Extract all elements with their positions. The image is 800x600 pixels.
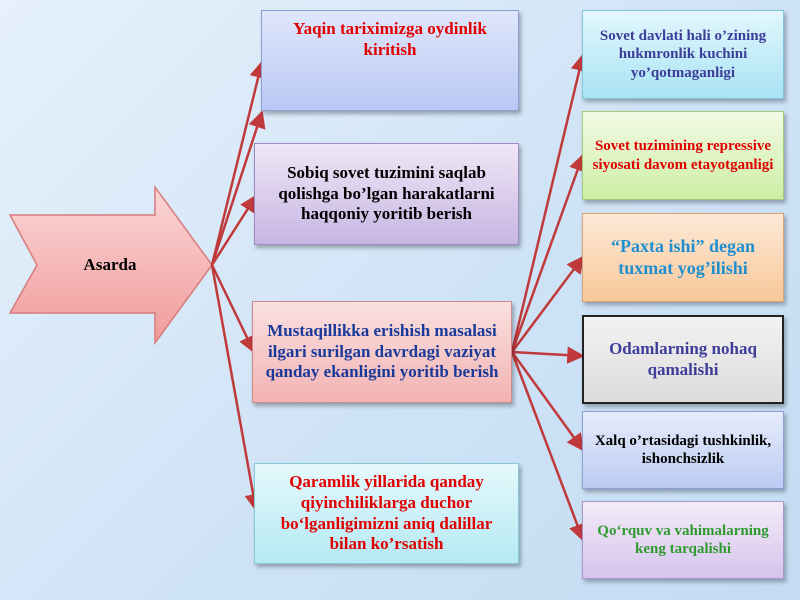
middle-box-1-text: Yaqin tariximizga oydinlik kiritish: [293, 19, 487, 59]
right-box-6: [582, 501, 784, 579]
middle-box-4: [254, 463, 519, 564]
middle-box-2-text: Sobiq sovet tuzimini saqlab qolishga bo’lgan harakatlarni haqqoniy yoritib berish: [278, 162, 495, 224]
right-box-2-text: Sovet tuzimining repressive siyosati davom etayotganligi: [592, 138, 774, 173]
middle-box-1: [261, 10, 519, 111]
connector-mid3-to-right-6: [512, 352, 583, 540]
middle-box-3-text: Mustaqillikka erishish masalasi ilgari surilgan davrdagi vaziyat qanday ekanligini yoritib berish: [265, 320, 499, 382]
middle-box-4-text: Qaramlik yillarida qanday qiyinchiliklarga duchor bo‘lganligimizni aniq dalillar bilan ko’rsatish: [280, 472, 493, 554]
connector-mid3-to-right-2: [512, 155, 583, 352]
connector-mid3-to-right-1: [512, 55, 583, 352]
right-box-3-text: “Paxta ishi” degan tuxmat yog’ilishi: [610, 235, 756, 278]
connector-mid3-to-right-4: [512, 352, 583, 356]
main-arrow-label: Asarda: [83, 255, 137, 274]
connector-mid3-to-right-5: [512, 352, 583, 450]
right-box-4-text: Odamlarning nohaq qamalishi: [609, 338, 757, 379]
connector-main-to-mid-4: [212, 265, 256, 510]
right-box-1: [582, 10, 784, 99]
right-box-5: [582, 411, 784, 489]
connector-main-to-mid-2: [212, 196, 256, 265]
connector-main-to-mid-3: [212, 265, 254, 352]
right-box-1-text: Sovet davlati hali o’zining hukmronlik kuchini yo’qotmaganligi: [599, 28, 767, 81]
middle-box-3: [252, 301, 512, 403]
right-box-5-text: Xalq o’rtasidagi tushkinlik, ishonchsizlik: [594, 432, 772, 467]
right-box-6-text: Qo‘rquv va vahimalarning keng tarqalishi: [597, 522, 769, 557]
right-box-3: [582, 213, 784, 302]
right-box-2: [582, 111, 784, 200]
middle-box-2: [254, 143, 519, 245]
right-box-4: [582, 315, 784, 404]
